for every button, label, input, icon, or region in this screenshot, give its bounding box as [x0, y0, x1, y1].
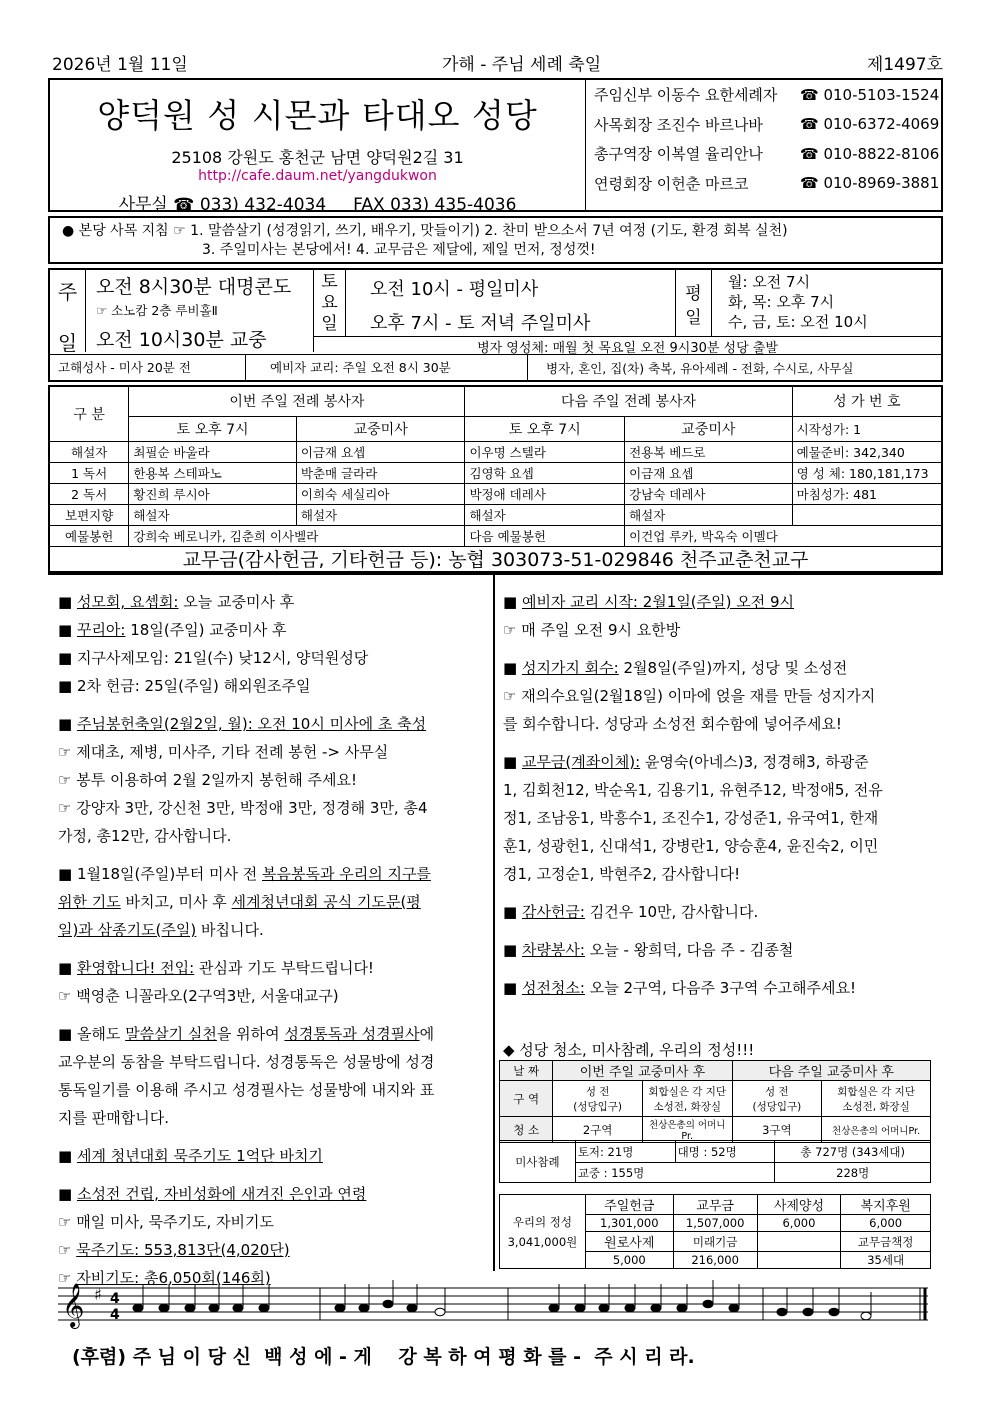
- row-label: 보편지향: [49, 504, 129, 525]
- cell: 토저: 21명: [575, 1141, 675, 1163]
- left-notices: [58, 588, 488, 1292]
- notice: ■ 감사헌금: 김건우 10만, 감사합니다.: [503, 903, 759, 921]
- notice-detail: 통독일기를 이용해 주시고 성경필사는 성물방에 내지와 표: [58, 1081, 435, 1099]
- note: [549, 1304, 559, 1312]
- saturday-label-char: 토: [321, 272, 338, 292]
- divider: [48, 571, 943, 573]
- cell: 228명: [775, 1163, 931, 1183]
- pastoral-guidelines: [48, 216, 943, 264]
- sat-header: 토 오후 7시: [129, 416, 297, 441]
- hymn-cell: 영 성 체: 180,181,173: [792, 462, 942, 483]
- parish-address: 25108 강원도 홍천군 남면 양덕원2길 31: [171, 148, 464, 167]
- treble-clef-icon: 𝄞: [62, 1283, 85, 1327]
- cell: [757, 1252, 841, 1269]
- cell: 총 727명 (343세대): [775, 1141, 931, 1163]
- row-label: 해설자: [49, 441, 129, 462]
- cell: 35세대: [841, 1252, 931, 1269]
- note: [233, 1304, 243, 1312]
- notice-detail: 정1, 조남웅1, 박흥수1, 조진수1, 강성준1, 유국여1, 한재: [503, 809, 879, 827]
- cell: [757, 1232, 841, 1252]
- weekday-label-char: 일: [685, 308, 702, 328]
- sunday-mass-2: 오전 10시30분 교중: [96, 329, 267, 351]
- note: [803, 1308, 813, 1316]
- offering-label: 우리의 정성 3,041,000원: [500, 1195, 586, 1269]
- cell: 1,301,000: [585, 1215, 673, 1232]
- notice-detail: 경1, 고정순1, 박현주2, 감사합니다!: [503, 865, 741, 883]
- notice: ■ 1월18일(주일)부터 미사 전 복음봉독과 우리의 지구를: [58, 865, 431, 883]
- donation-account: 교무금(감사헌금, 기타헌금 등): 농협 303073-51-029846 천주교춘천교구: [182, 549, 809, 571]
- note: [185, 1304, 195, 1312]
- cell: 박춘매 글라라: [296, 462, 465, 483]
- cell: 216,000: [673, 1252, 757, 1269]
- parish-url[interactable]: http://cafe.daum.net/yangdukwon: [198, 168, 437, 184]
- catechumen-info: 예비자 교리: 주일 오전 8시 30분: [246, 355, 528, 381]
- notice: ■ 2차 헌금: 25일(주일) 해외원조주일: [58, 677, 311, 695]
- note: [435, 1308, 445, 1316]
- cell: 이건업 루카, 박옥숙 이멜다: [625, 525, 942, 546]
- staff-role: 연령회장 이헌춘 마르코: [594, 174, 749, 193]
- notice-detail: 지를 판매합니다.: [58, 1109, 169, 1127]
- staff-row: [588, 80, 941, 110]
- note: [651, 1304, 661, 1312]
- note: [677, 1304, 687, 1312]
- notice: ■ 세계 청년대회 묵주기도 1억단 바치기: [58, 1147, 323, 1165]
- cell: 이희숙 세실리아: [296, 483, 465, 504]
- notice: ■ 소성전 건립, 자비성화에 새겨진 은인과 연령: [58, 1185, 367, 1203]
- cell: 미사참례: [500, 1141, 576, 1183]
- sunday-times: [86, 270, 314, 352]
- table-row: [49, 441, 942, 462]
- staff-role: 주임신부 이동수 요한세례자: [594, 86, 778, 105]
- sunday-label-char: 일: [57, 331, 78, 355]
- cell: 미래기금: [673, 1232, 757, 1252]
- office-contact: 사무실 ☎ 033) 432-4034 FAX 033) 435-4036: [118, 195, 517, 215]
- cell: 교무금: [673, 1195, 757, 1215]
- parish-box: [48, 78, 943, 215]
- notice: ■ 지구사제모임: 21일(수) 낮12시, 양덕원성당: [58, 649, 369, 667]
- parish-info: [50, 80, 586, 215]
- staff-phone: ☎ 010-5103-1524: [800, 85, 940, 104]
- cell: 다음 예물봉헌: [465, 525, 625, 546]
- cell: 황진희 루시아: [129, 483, 297, 504]
- hymn-cell: 마침성가: 481: [792, 483, 942, 504]
- note: [159, 1304, 169, 1312]
- notice-detail: 훈1, 성광헌1, 신대석1, 강병란1, 양승훈4, 윤진숙2, 이민: [503, 837, 879, 855]
- cell: [792, 504, 942, 525]
- cell: 원로사제: [585, 1232, 673, 1252]
- notice-detail: ☞ 백영춘 니꼴라오(2구역3반, 서울대교구): [58, 987, 339, 1005]
- note: [729, 1304, 739, 1312]
- row-label: 예물봉헌: [49, 525, 129, 546]
- main-header: 교중미사: [296, 416, 465, 441]
- cell: 사제양성: [757, 1195, 841, 1215]
- notice: ■ 예비자 교리 시작: 2월1일(주일) 오전 9시: [503, 593, 795, 611]
- notice: ■ 올해도 말씀살기 실천을 위하여 성경통독과 성경필사에: [58, 1025, 435, 1043]
- notice: ■ 꾸리아: 18일(주일) 교중미사 후: [58, 621, 287, 639]
- notice: ■ 차량봉사: 오늘 - 왕희덕, 다음 주 - 김종철: [503, 941, 794, 959]
- cell: 교무금책정: [841, 1232, 931, 1252]
- row-label: 1 독서: [49, 462, 129, 483]
- notice-detail: 를 회수합니다. 성당과 소성전 회수함에 넣어주세요!: [503, 715, 842, 733]
- table-row: [49, 462, 942, 483]
- bulletin-header: [48, 50, 943, 76]
- cell: 6,000: [757, 1215, 841, 1232]
- sharp-icon: ♯: [94, 1285, 102, 1304]
- cell: 날 짜: [500, 1061, 553, 1081]
- next-week-header: 다음 주일 전례 봉사자: [465, 386, 792, 416]
- staff-row: [588, 110, 941, 140]
- staff-role: 총구역장 이복열 율리안나: [594, 145, 763, 164]
- notice-detail: ☞ 자비기도: 총6,050회(146회): [58, 1269, 271, 1287]
- col-division: 구 분: [49, 386, 129, 441]
- cell: 이금재 요셉: [625, 462, 793, 483]
- table-row: [49, 504, 942, 525]
- weekday-label-char: 평: [685, 284, 702, 304]
- notice: ■ 교무금(계좌이체): 윤영숙(아네스)3, 정경해3, 하광준: [503, 753, 869, 771]
- sunday-mass-note: ☞ 소노캄 2층 루비홀Ⅱ: [96, 303, 218, 318]
- note: [133, 1304, 143, 1312]
- staff-phone: ☎ 010-8822-8106: [800, 144, 940, 163]
- sunday-mass-1: 오전 8시30분 대명콘도: [96, 276, 292, 298]
- cell: 해설자: [296, 504, 465, 525]
- weekday-mass: 수, 금, 토: 오전 10시: [728, 313, 868, 331]
- notice-detail: 위한 기도 바치고, 미사 후 세계청년대회 공식 기도문(평: [58, 893, 421, 911]
- notice: ■ 환영합니다! 전입: 관심과 기도 부탁드립니다!: [58, 959, 374, 977]
- cell: 전용복 베드로: [625, 441, 793, 462]
- sat-header: 토 오후 7시: [465, 416, 625, 441]
- cell: 해설자: [129, 504, 297, 525]
- section-title: ◆ 성당 청소, 미사참례, 우리의 정성!!!: [503, 1041, 755, 1059]
- saturday-mass-2: 오후 7시 - 토 저녁 주일미사: [370, 313, 591, 334]
- music-staff: [58, 1272, 938, 1342]
- cell: 성 전 (성당입구): [553, 1081, 643, 1117]
- notes: [133, 1280, 871, 1320]
- notice: ■ 성전청소: 오늘 2구역, 다음주 3구역 수고해주세요!: [503, 979, 857, 997]
- sunday-label: [50, 270, 86, 355]
- cell: 회합실은 각 지단 소성전, 화장실: [822, 1081, 931, 1117]
- cell: 1,507,000: [673, 1215, 757, 1232]
- notice-detail: 교우분의 동참을 부탁드립니다. 성경통독은 성물방에 성경: [58, 1053, 435, 1071]
- saturday-label-char: 일: [321, 314, 338, 334]
- attendance-table: [499, 1140, 931, 1183]
- parish-name: 양덕원 성 시몬과 타대오 성당: [97, 96, 538, 135]
- notice-detail: ☞ 강양자 3만, 강신천 3만, 박정애 3만, 정경해 3만, 총4: [58, 799, 428, 817]
- table-row: [49, 483, 942, 504]
- note: [599, 1304, 609, 1312]
- hymn-cell: 예물준비: 342,340: [792, 441, 942, 462]
- weekday-mass: 화, 목: 오후 7시: [728, 293, 835, 311]
- notice-detail: ☞ 봉투 이용하여 2월 2일까지 봉헌해 주세요!: [58, 771, 357, 789]
- cell: 대명 : 52명: [675, 1141, 775, 1163]
- cell: 교중 : 155명: [575, 1163, 775, 1183]
- staff-list: [588, 80, 941, 210]
- staff-phone: ☎ 010-6372-4069: [800, 115, 940, 134]
- note: [829, 1308, 839, 1316]
- notice-detail: ☞ 제대초, 제병, 미사주, 기타 전례 봉헌 -> 사무실: [58, 743, 389, 761]
- cell: 천상은총의 어머니Pr.: [822, 1117, 931, 1143]
- cell: 구 역: [500, 1081, 553, 1117]
- cell: 강남숙 데레사: [625, 483, 793, 504]
- notice-detail: 1, 김회천12, 박순옥1, 김용기1, 유현주12, 박정애5, 전유: [503, 781, 883, 799]
- issue-date: 2026년 1월 11일: [52, 55, 188, 75]
- psalm-music: [58, 1272, 938, 1392]
- sacrament-info: [50, 354, 941, 380]
- cell: 한용복 스테파노: [129, 462, 297, 483]
- cell: 회합실은 각 지단 소성전, 화장실: [642, 1081, 732, 1117]
- note: [335, 1304, 345, 1312]
- hymn-header: 성 가 번 호: [792, 386, 942, 416]
- cell: 다음 주일 교중미사 후: [732, 1061, 930, 1081]
- note: [259, 1304, 269, 1312]
- cell: 해설자: [625, 504, 793, 525]
- notice: ■ 주님봉헌축일(2월2일, 월): 오전 10시 미사에 초 축성: [58, 715, 427, 733]
- column-divider: [493, 573, 495, 1271]
- note: [861, 1312, 871, 1320]
- cell: 성 전 (성당입구): [732, 1081, 822, 1117]
- note: [209, 1304, 219, 1312]
- cleaning-table: [499, 1060, 931, 1143]
- cell: 청 소: [500, 1117, 553, 1143]
- saturday-mass-1: 오전 10시 - 평일미사: [370, 279, 539, 300]
- cell: 강희숙 베로니카, 김춘희 이사벨라: [129, 525, 465, 546]
- staff-role: 사목회장 조진수 바르나바: [594, 115, 763, 134]
- cell: 해설자: [465, 504, 625, 525]
- cell: 이우명 스텔라: [465, 441, 625, 462]
- cell: 이번 주일 교중미사 후: [553, 1061, 732, 1081]
- notice: ■ 성지가지 회수: 2월8일(주일)까지, 성당 및 소성전: [503, 659, 848, 677]
- note: [625, 1304, 635, 1312]
- cell: 주일헌금: [585, 1195, 673, 1215]
- weekday-mass: 월: 오전 7시: [728, 273, 811, 291]
- saturday-label-char: 요: [321, 293, 338, 313]
- hymn-first: 시작성가: 1: [792, 416, 942, 441]
- staff-row: [588, 169, 941, 199]
- note: [407, 1304, 417, 1312]
- cell: 이금재 요셉: [296, 441, 465, 462]
- note: [359, 1304, 369, 1312]
- cell: 6,000: [841, 1215, 931, 1232]
- cell: 5,000: [585, 1252, 673, 1269]
- confession-info: 고해성사 - 미사 20분 전: [50, 355, 246, 381]
- notice-detail: ☞ 재의수요일(2월18일) 이마에 얹을 재를 만들 성지가지: [503, 687, 876, 705]
- notice-detail: ☞ 매일 미사, 묵주기도, 자비기도: [58, 1213, 274, 1231]
- sick-communion: 병자 영성체: 매월 첫 목요일 오전 9시30분 성당 출발: [314, 336, 941, 354]
- note: [575, 1304, 585, 1312]
- note: [777, 1308, 787, 1316]
- staff-row: [588, 139, 941, 169]
- notice-detail: ☞ 매 주일 오전 9시 요한방: [503, 621, 681, 639]
- psalm-lyrics: (후렴) 주 님 이 당 신 백 성 에 - 게 강 복 하 여 평 화 를 - 주 시 리 라.: [72, 1346, 695, 1368]
- cell: 천상은총의 어머니Pr.: [642, 1117, 732, 1143]
- note: [383, 1300, 393, 1308]
- cell: 김영학 요셉: [465, 462, 625, 483]
- guideline-line-2: 3. 주일미사는 본당에서! 4. 교무금은 제달에, 제일 먼저, 정성껏!: [202, 242, 596, 258]
- cell: 복지후원: [841, 1195, 931, 1215]
- issue-number: 제1497호: [866, 55, 943, 75]
- offering-table: [499, 1194, 931, 1269]
- note: [703, 1300, 713, 1308]
- notice-detail: 일)과 삼종기도(주일) 바칩니다.: [58, 921, 264, 939]
- mass-schedule: [48, 268, 943, 382]
- right-notices: [503, 588, 935, 1064]
- time-signature-bottom: 4: [110, 1307, 120, 1323]
- main-header: 교중미사: [625, 416, 793, 441]
- notice-detail: ☞ 묵주기도: 553,813단(4,020단): [58, 1241, 290, 1259]
- cell: 최필순 바울라: [129, 441, 297, 462]
- feast-title: 가해 - 주님 세례 축일: [442, 55, 602, 75]
- cell: 3구역: [732, 1117, 822, 1143]
- notice-detail: 가정, 총12만, 감사합니다.: [58, 827, 232, 845]
- this-week-header: 이번 주일 전례 봉사자: [129, 386, 465, 416]
- blessing-info: 병자, 혼인, 집(차) 축복, 유아세례 - 전화, 수시로, 사무실: [546, 360, 854, 376]
- notice: ■ 성모회, 요셉회: 오늘 교중미사 후: [58, 593, 295, 611]
- guideline-line-1: ● 본당 사목 지침 ☞ 1. 말씀살기 (성경읽기, 쓰기, 배우기, 맛들이기) 2. 찬미 받으소서 7년 여정 (기도, 환경 회복 실천): [62, 223, 788, 239]
- time-signature-top: 4: [110, 1291, 120, 1307]
- table-row: [49, 525, 942, 546]
- cell: 박정애 데레사: [465, 483, 625, 504]
- row-label: 2 독서: [49, 483, 129, 504]
- sunday-label-char: 주: [57, 280, 78, 304]
- staff-phone: ☎ 010-8969-3881: [800, 174, 940, 193]
- cell: 2구역: [553, 1117, 643, 1143]
